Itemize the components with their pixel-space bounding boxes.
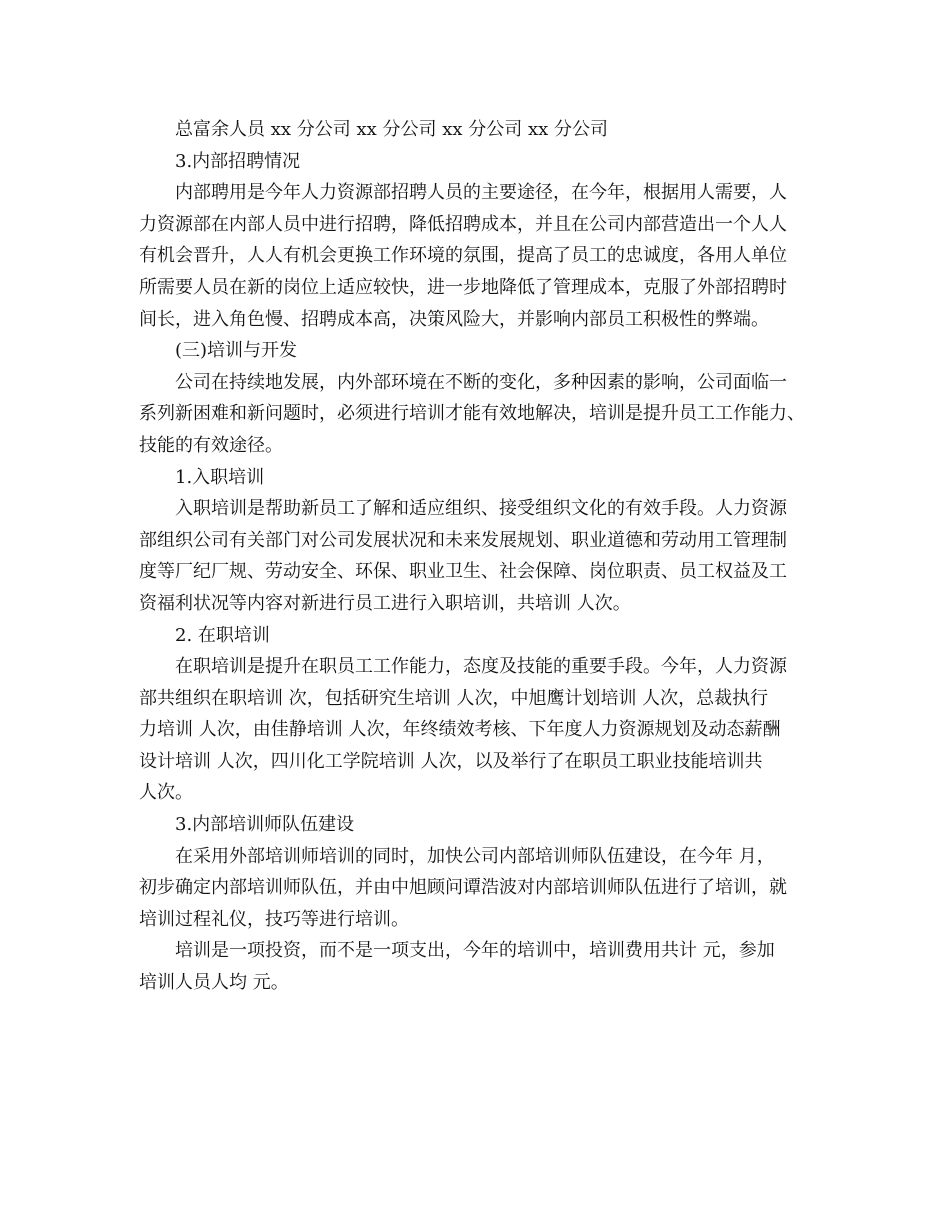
paragraph-line: 人次。 <box>139 782 193 804</box>
paragraph-line: 部组织公司有关部门对公司发展状况和未来发展规划、职业道德和劳动用工管理制 <box>139 529 787 551</box>
paragraph-line: 技能的有效途径。 <box>139 434 283 456</box>
paragraph-line: 培训是一项投资，而不是一项支出，今年的培训中，培训费用共计 元，参加 <box>175 940 775 962</box>
paragraph-line: 在采用外部培训师培训的同时，加快公司内部培训师队伍建设，在今年 月， <box>175 845 775 867</box>
paragraph-line: 在职培训是提升在职员工工作能力，态度及技能的重要手段。今年，人力资源 <box>175 656 787 678</box>
paragraph-line: 力资源部在内部人员中进行招聘，降低招聘成本，并且在公司内部营造出一个人人 <box>139 213 787 235</box>
section-heading: 2. 在职培训 <box>175 624 270 646</box>
paragraph-line: 培训过程礼仪，技巧等进行培训。 <box>139 908 409 930</box>
paragraph-line: 公司在持续地发展，内外部环境在不断的变化，多种因素的影响，公司面临一 <box>175 371 787 393</box>
paragraph-line: 部共组织在职培训 次，包括研究生培训 人次，中旭鹰计划培训 人次，总裁执行 <box>139 687 769 709</box>
paragraph-line: 力培训 人次，由佳静培训 人次，年终绩效考核、下年度人力资源规划及动态薪酬 <box>139 719 781 741</box>
paragraph-line: 资福利状况等内容对新进行员工进行入职培训，共培训 人次。 <box>139 592 631 614</box>
document-body <box>139 114 824 999</box>
paragraph-line: 培训人员人均 元。 <box>139 972 289 994</box>
paragraph-line: 度等厂纪厂规、劳动安全、环保、职业卫生、社会保障、岗位职责、员工权益及工 <box>139 561 787 583</box>
paragraph-line: 入职培训是帮助新员工了解和适应组织、接受组织文化的有效手段。人力资源 <box>175 498 787 520</box>
section-heading: 3.内部招聘情况 <box>175 150 301 172</box>
paragraph-line: 初步确定内部培训师队伍，并由中旭顾问谭浩波对内部培训师队伍进行了培训，就 <box>139 877 787 899</box>
paragraph-line: 所需要人员在新的岗位上适应较快，进一步地降低了管理成本，克服了外部招聘时 <box>139 276 787 298</box>
text-line: 总富余人员 xx 分公司 xx 分公司 xx 分公司 xx 分公司 <box>175 119 608 140</box>
paragraph-line: 间长，进入角色慢、招聘成本高，决策风险大，并影响内部员工积极性的弊端。 <box>139 308 769 330</box>
paragraph-line: 设计培训 人次，四川化工学院培训 人次，以及举行了在职员工职业技能培训共 <box>139 750 763 772</box>
paragraph-line: 系列新困难和新问题时，必须进行培训才能有效地解决，培训是提升员工工作能力、 <box>139 403 805 425</box>
paragraph-line: 有机会晋升，人人有机会更换工作环境的氛围，提高了员工的忠诚度，各用人单位 <box>139 245 787 267</box>
section-heading: 3.内部培训师队伍建设 <box>175 814 355 836</box>
section-heading: (三)培训与开发 <box>175 340 298 362</box>
section-heading: 1.入职培训 <box>175 466 265 488</box>
paragraph-line: 内部聘用是今年人力资源部招聘人员的主要途径，在今年，根据用人需要，人 <box>175 182 787 204</box>
